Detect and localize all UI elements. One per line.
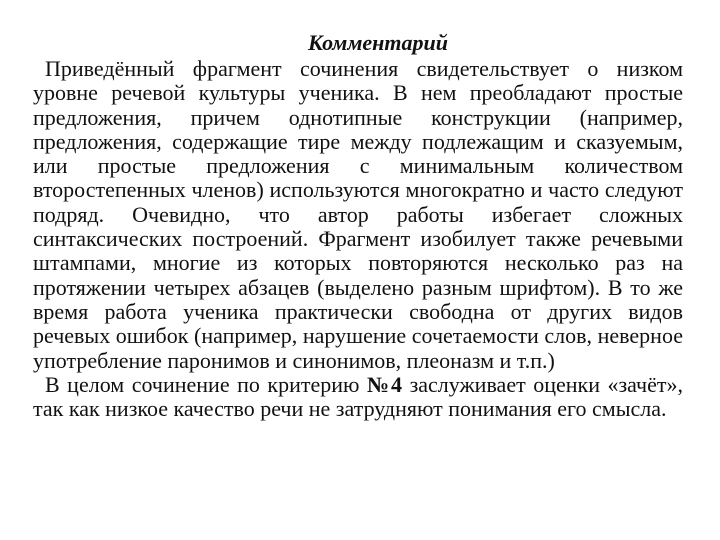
comment-paragraph-2	[33, 373, 683, 422]
slide-content	[33, 30, 683, 421]
paragraph-2-trailing-text: заслуживает оценки «зачёт», так как низкое качество речи не затрудняют понимания его смысла.	[33, 371, 683, 422]
slide-title: Комментарий	[308, 30, 448, 55]
criterion-number: №4	[366, 371, 403, 397]
comment-paragraph-1: Приведённый фрагмент сочинения свидетельствует о низком уровне речевой культуры ученика. В нем преобладают простые предложения, причем однотипные конструкции (например, предложения, содержащие тире между подлежащим и сказуемым, или простые предложения с минимальным количеством второстепенных членов) используются многократно и часто следуют подряд. Очевидно, что автор работы избегает сложных синтаксических построений. Фрагмент изобилует также речевыми штампами, многие из которых повторяются несколько раз на протяжении четырех абзацев (выделено разным шрифтом). В то же время работа ученика практически свободна от других видов речевых ошибок (например, нарушение сочетаемости слов, неверное употребление паронимов и синонимов, плеоназм и т.п.)	[33, 56, 683, 373]
paragraph-2-lead-text: В целом сочинение по критерию	[45, 371, 367, 397]
